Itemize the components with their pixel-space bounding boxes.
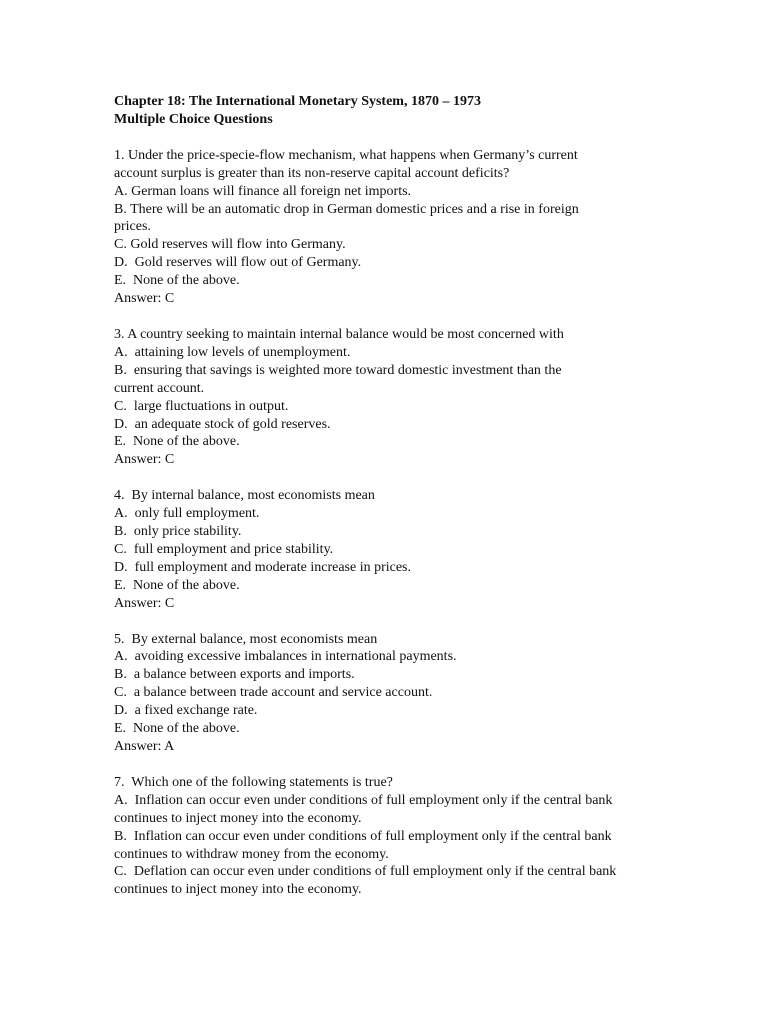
answer-key: Answer: C [114, 291, 175, 307]
answer-option: B. only price stability. [114, 524, 242, 540]
answer-option: E. None of the above. [114, 434, 240, 450]
answer-option: A. Inflation can occur even under conditions of full employment only if the central bank [114, 792, 613, 808]
answer-option: C. Deflation can occur even under conditions of full employment only if the central bank [114, 864, 617, 880]
answer-option: B. a balance between exports and imports. [114, 667, 355, 683]
answer-option: A. avoiding excessive imbalances in international payments. [114, 649, 457, 665]
question-stem: 1. Under the price-specie-flow mechanism, what happens when Germany’s current [114, 147, 578, 163]
answer-option: A. only full employment. [114, 506, 260, 522]
question-block [114, 487, 674, 612]
answer-option: E. None of the above. [114, 721, 240, 737]
chapter-title: Chapter 18: The International Monetary System, 1870 – 1973 [114, 94, 481, 109]
answer-option: B. ensuring that savings is weighted more toward domestic investment than the [114, 362, 562, 378]
document-body [114, 93, 674, 899]
answer-option: C. a balance between trade account and service account. [114, 685, 433, 701]
question-stem: 4. By internal balance, most economists mean [114, 488, 375, 504]
answer-option: B. Inflation can occur even under conditions of full employment only if the central bank [114, 828, 612, 844]
answer-option: C. large fluctuations in output. [114, 398, 289, 414]
answer-option: C. full employment and price stability. [114, 541, 334, 557]
question-stem: 5. By external balance, most economists mean [114, 631, 378, 647]
answer-option: D. an adequate stock of gold reserves. [114, 416, 331, 432]
section-subtitle: Multiple Choice Questions [114, 111, 273, 127]
answer-option: D. a fixed exchange rate. [114, 703, 258, 719]
question-stem: 3. A country seeking to maintain internal balance would be most concerned with [114, 326, 564, 342]
answer-option: C. Gold reserves will flow into Germany. [114, 237, 346, 253]
question-stem: account surplus is greater than its non-reserve capital account deficits? [114, 165, 510, 181]
answer-key: Answer: C [114, 452, 175, 468]
question-block [114, 631, 674, 756]
answer-option: continues to inject money into the economy. [114, 810, 362, 826]
question-list [114, 147, 674, 899]
answer-option: continues to inject money into the economy. [114, 882, 362, 898]
answer-option: A. attaining low levels of unemployment. [114, 344, 351, 360]
question-block [114, 147, 674, 308]
answer-key: Answer: A [114, 739, 175, 754]
answer-option: prices. [114, 219, 151, 235]
answer-option: current account. [114, 380, 205, 396]
question-block [114, 326, 674, 469]
answer-option: E. None of the above. [114, 273, 240, 289]
answer-key: Answer: C [114, 595, 175, 611]
answer-option: D. full employment and moderate increase in prices. [114, 559, 412, 575]
answer-option: A. German loans will finance all foreign net imports. [114, 183, 412, 199]
answer-option: D. Gold reserves will flow out of Germany. [114, 255, 362, 271]
answer-option: E. None of the above. [114, 577, 240, 593]
question-stem: 7. Which one of the following statements is true? [114, 774, 393, 790]
answer-option: continues to withdraw money from the economy. [114, 846, 389, 862]
answer-option: B. There will be an automatic drop in German domestic prices and a rise in foreign [114, 201, 579, 217]
question-block [114, 774, 674, 899]
